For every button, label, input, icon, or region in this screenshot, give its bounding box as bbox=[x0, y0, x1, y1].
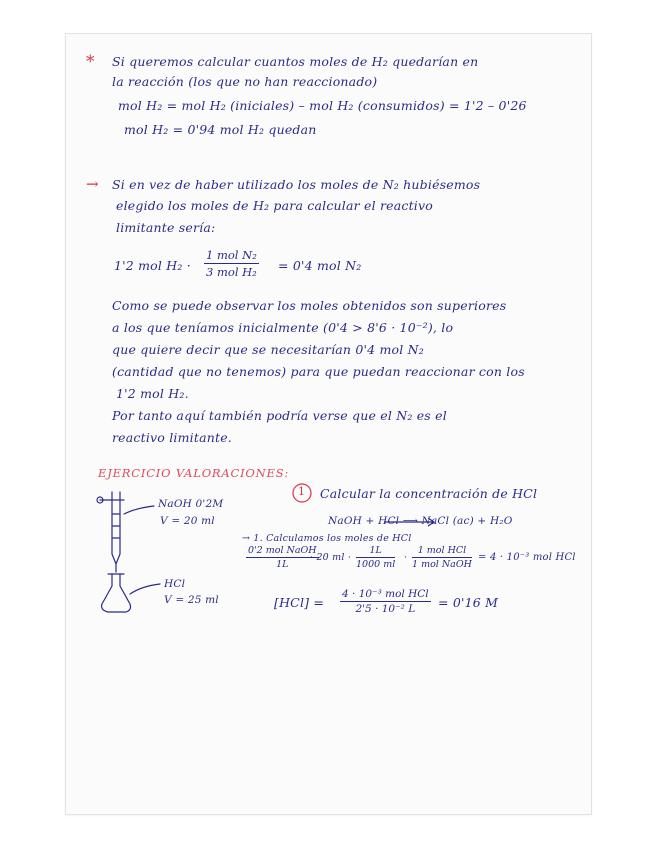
fraction-ratio-num: 1 mol HCl bbox=[412, 545, 472, 558]
burette-label-2: V = 20 ml bbox=[160, 515, 215, 527]
flask-label-2: V = 25 ml bbox=[164, 594, 219, 606]
s2-para1-line-4: (cantidad que no tenemos) para que puedan reaccionar con los bbox=[112, 364, 525, 379]
moles-result: = 4 · 10⁻³ mol HCl bbox=[478, 552, 576, 563]
fraction-naoh-den: 1L bbox=[276, 559, 289, 570]
s1-line-3: mol H₂ = mol H₂ (iniciales) – mol H₂ (consumidos) = 1'2 – 0'26 bbox=[118, 98, 527, 113]
s2-calc-denominator: 3 mol H₂ bbox=[206, 265, 257, 279]
s2-line-2: elegido los moles de H₂ para calcular el reactivo bbox=[116, 198, 433, 213]
s2-line-1: Si en vez de haber utilizado los moles de N₂ hubiésemos bbox=[112, 177, 481, 192]
sub-step: → 1. Calculamos los moles de HCl bbox=[242, 533, 412, 544]
fraction-ratio bbox=[412, 545, 472, 570]
volume-term: · 20 ml · bbox=[310, 552, 352, 563]
s2-para1-line-5: 1'2 mol H₂. bbox=[116, 386, 189, 401]
flask-label-1: HCl bbox=[164, 578, 186, 590]
s2-para1-line-3: que quiere decir que se necesitarían 0'4 mol N₂ bbox=[112, 342, 424, 357]
s2-calc-result: = 0'4 mol N₂ bbox=[278, 258, 362, 273]
s2-calc-numerator: 1 mol N₂ bbox=[206, 248, 257, 262]
concentration-num: 4 · 10⁻³ mol HCl bbox=[342, 588, 429, 600]
arrow-marker-icon: → bbox=[86, 175, 99, 193]
concentration-den: 2'5 · 10⁻² L bbox=[355, 603, 416, 615]
s1-line-1: Si queremos calcular cuantos moles de H₂ quedarían en bbox=[112, 54, 479, 69]
s1-line-2: la reacción (los que no han reaccionado) bbox=[112, 74, 378, 89]
s2-line-3: limitante sería: bbox=[116, 220, 216, 235]
section-title: EJERCICIO VALORACIONES: bbox=[98, 466, 290, 480]
fraction-litre-den: 1000 ml bbox=[356, 559, 396, 570]
notebook-page bbox=[66, 34, 591, 814]
s1-line-4: mol H₂ = 0'94 mol H₂ quedan bbox=[124, 122, 317, 137]
s2-para1-line-2: a los que teníamos inicialmente (0'4 > 8'6 · 10⁻²), lo bbox=[112, 320, 454, 335]
burette-flask-drawing bbox=[66, 34, 591, 814]
flask-outline bbox=[102, 574, 131, 612]
concentration-result: = 0'16 M bbox=[438, 595, 499, 610]
burette-label-leader bbox=[124, 506, 154, 514]
asterisk-marker: * bbox=[86, 52, 95, 72]
s2-para2-line-2: reactivo limitante. bbox=[112, 430, 232, 445]
fraction-litre-num: 1L bbox=[356, 545, 395, 558]
step-number: 1 bbox=[298, 485, 306, 498]
fraction-ratio-den: 1 mol NaOH bbox=[412, 559, 472, 570]
s2-calc-lead: 1'2 mol H₂ · bbox=[114, 258, 191, 273]
fraction-litre bbox=[356, 545, 395, 570]
concentration-lead: [HCl] = bbox=[274, 595, 325, 610]
dot-operator: · bbox=[404, 552, 408, 563]
reaction-equation: NaOH + HCl ⟶ NaCl (ac) + H₂O bbox=[328, 515, 513, 527]
concentration-fraction bbox=[340, 588, 431, 615]
burette-label-1: NaOH 0'2M bbox=[158, 498, 224, 510]
s2-para1-line-1: Como se puede observar los moles obtenidos son superiores bbox=[112, 298, 507, 313]
step-title: Calcular la concentración de HCl bbox=[320, 486, 538, 501]
fraction-naoh bbox=[246, 545, 319, 570]
s2-para2-line-1: Por tanto aquí también podría verse que el N₂ es el bbox=[112, 408, 447, 423]
fraction-naoh-num: 0'2 mol NaOH bbox=[248, 545, 317, 556]
flask-label-leader bbox=[130, 584, 160, 594]
burette-tip bbox=[112, 554, 120, 564]
